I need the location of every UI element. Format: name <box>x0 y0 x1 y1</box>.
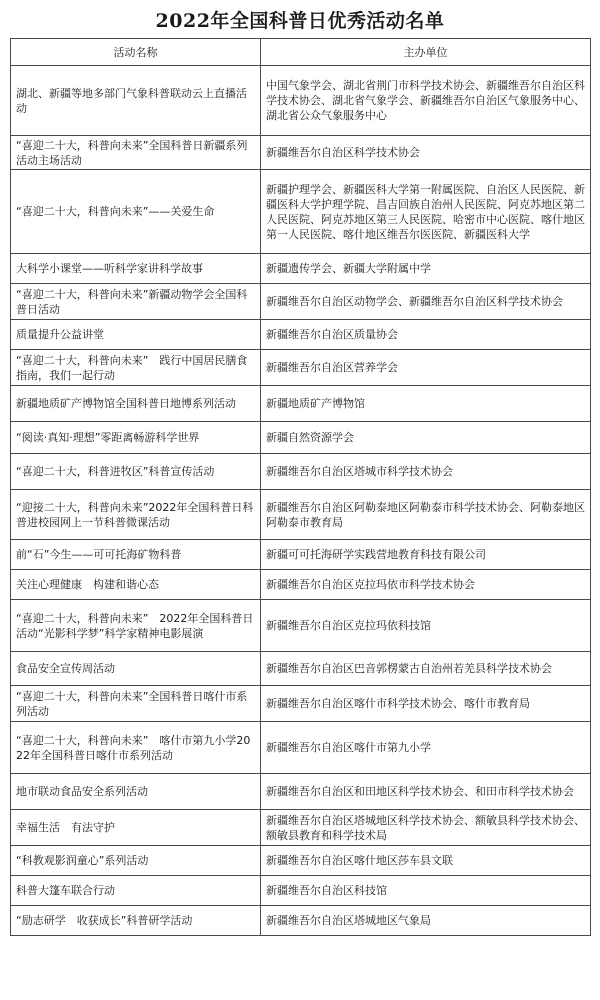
table-row <box>11 774 591 810</box>
organizer-cell: 新疆维吾尔自治区克拉玛依科技馆 <box>261 600 591 652</box>
table-row <box>11 906 591 936</box>
organizer-cell: 新疆维吾尔自治区科学技术协会 <box>261 136 591 170</box>
table-row <box>11 652 591 686</box>
table-row <box>11 136 591 170</box>
activity-name-cell: 湖北、新疆等地多部门气象科普联动云上直播活动 <box>11 66 261 136</box>
activity-name-cell: “科教观影润童心”系列活动 <box>11 846 261 876</box>
page-title: 2022年全国科普日优秀活动名单 <box>155 10 445 32</box>
organizer-cell: 新疆遗传学会、新疆大学附属中学 <box>261 254 591 284</box>
table-row <box>11 422 591 454</box>
activity-name-cell: “喜迎二十大，科普向未来”全国科普日新疆系列活动主场活动 <box>11 136 261 170</box>
organizer-cell: 中国气象学会、湖北省荆门市科学技术协会、新疆维吾尔自治区科学技术协会、湖北省气象学会、新疆维吾尔自治区气象服务中心、湖北省公众气象服务中心 <box>261 66 591 136</box>
organizer-cell: 新疆维吾尔自治区巴音郭楞蒙古自治州若羌县科学技术协会 <box>261 652 591 686</box>
table-body <box>11 66 591 936</box>
table-row <box>11 454 591 490</box>
table-header-row <box>11 39 591 66</box>
activity-name-cell: “喜迎二十大，科普向未来” 喀什市第九小学2022年全国科普日喀什市系列活动 <box>11 722 261 774</box>
activity-name-cell: 新疆地质矿产博物馆全国科普日地博系列活动 <box>11 386 261 422</box>
header-activity-name: 活动名称 <box>11 39 261 66</box>
organizer-cell: 新疆维吾尔自治区克拉玛依市科学技术协会 <box>261 570 591 600</box>
table-row <box>11 170 591 254</box>
organizer-cell: 新疆地质矿产博物馆 <box>261 386 591 422</box>
activity-name-cell: “喜迎二十大，科普进牧区”科普宣传活动 <box>11 454 261 490</box>
table-row <box>11 350 591 386</box>
activity-name-cell: “喜迎二十大，科普向未来”新疆动物学会全国科普日活动 <box>11 284 261 320</box>
organizer-cell: 新疆维吾尔自治区质量协会 <box>261 320 591 350</box>
activity-name-cell: “喜迎二十大，科普向未来” 践行中国居民膳食指南，我们一起行动 <box>11 350 261 386</box>
activity-name-cell: 食品安全宣传周活动 <box>11 652 261 686</box>
table-row <box>11 490 591 540</box>
table-row <box>11 810 591 846</box>
table-row <box>11 600 591 652</box>
organizer-cell: 新疆维吾尔自治区喀什市科学技术协会、喀什市教育局 <box>261 686 591 722</box>
table-row <box>11 66 591 136</box>
activity-name-cell: 关注心理健康 构建和谐心态 <box>11 570 261 600</box>
organizer-cell: 新疆维吾尔自治区和田地区科学技术协会、和田市科学技术协会 <box>261 774 591 810</box>
organizer-cell: 新疆维吾尔自治区塔城市科学技术协会 <box>261 454 591 490</box>
activity-name-cell: “阅读·真知·理想”零距离畅游科学世界 <box>11 422 261 454</box>
activity-name-cell: 地市联动食品安全系列活动 <box>11 774 261 810</box>
table-row <box>11 876 591 906</box>
table-row <box>11 686 591 722</box>
organizer-cell: 新疆维吾尔自治区营养学会 <box>261 350 591 386</box>
activity-name-cell: “喜迎二十大，科普向未来” 2022年全国科普日活动“光影科学梦”科学家精神电影展演 <box>11 600 261 652</box>
activity-name-cell: 科普大篷车联合行动 <box>11 876 261 906</box>
activity-name-cell: 前“石”今生——可可托海矿物科普 <box>11 540 261 570</box>
organizer-cell: 新疆维吾尔自治区塔城地区气象局 <box>261 906 591 936</box>
activity-name-cell: “迎接二十大，科普向未来”2022年全国科普日科普进校园网上一节科普微课活动 <box>11 490 261 540</box>
organizer-cell: 新疆维吾尔自治区喀什市第九小学 <box>261 722 591 774</box>
activity-name-cell: “励志研学 收获成长”科普研学活动 <box>11 906 261 936</box>
table-row <box>11 846 591 876</box>
table-row <box>11 570 591 600</box>
activity-name-cell: 大科学小课堂——听科学家讲科学故事 <box>11 254 261 284</box>
activity-name-cell: 幸福生活 有法守护 <box>11 810 261 846</box>
table-row <box>11 254 591 284</box>
organizer-cell: 新疆护理学会、新疆医科大学第一附属医院、自治区人民医院、新疆医科大学护理学院、昌吉回族自治州人民医院、阿克苏地区第二人民医院、阿克苏地区第三人民医院、哈密市中心医院、喀什地区第一人民医院、喀什地区维吾尔医医院、新疆医科大学 <box>261 170 591 254</box>
table-row <box>11 540 591 570</box>
organizer-cell: 新疆可可托海研学实践营地教育科技有限公司 <box>261 540 591 570</box>
activity-name-cell: “喜迎二十大，科普向未来”全国科普日喀什市系列活动 <box>11 686 261 722</box>
header-organizer: 主办单位 <box>261 39 591 66</box>
table-row <box>11 722 591 774</box>
organizer-cell: 新疆维吾尔自治区科技馆 <box>261 876 591 906</box>
organizer-cell: 新疆自然资源学会 <box>261 422 591 454</box>
activity-name-cell: “喜迎二十大，科普向未来”——关爱生命 <box>11 170 261 254</box>
activity-table <box>10 38 591 936</box>
organizer-cell: 新疆维吾尔自治区动物学会、新疆维吾尔自治区科学技术协会 <box>261 284 591 320</box>
table-row <box>11 284 591 320</box>
activity-name-cell: 质量提升公益讲堂 <box>11 320 261 350</box>
table-row <box>11 320 591 350</box>
organizer-cell: 新疆维吾尔自治区喀什地区莎车县文联 <box>261 846 591 876</box>
table-row <box>11 386 591 422</box>
organizer-cell: 新疆维吾尔自治区阿勒泰地区阿勒泰市科学技术协会、阿勒泰地区阿勒泰市教育局 <box>261 490 591 540</box>
organizer-cell: 新疆维吾尔自治区塔城地区科学技术协会、额敏县科学技术协会、额敏县教育和科学技术局 <box>261 810 591 846</box>
